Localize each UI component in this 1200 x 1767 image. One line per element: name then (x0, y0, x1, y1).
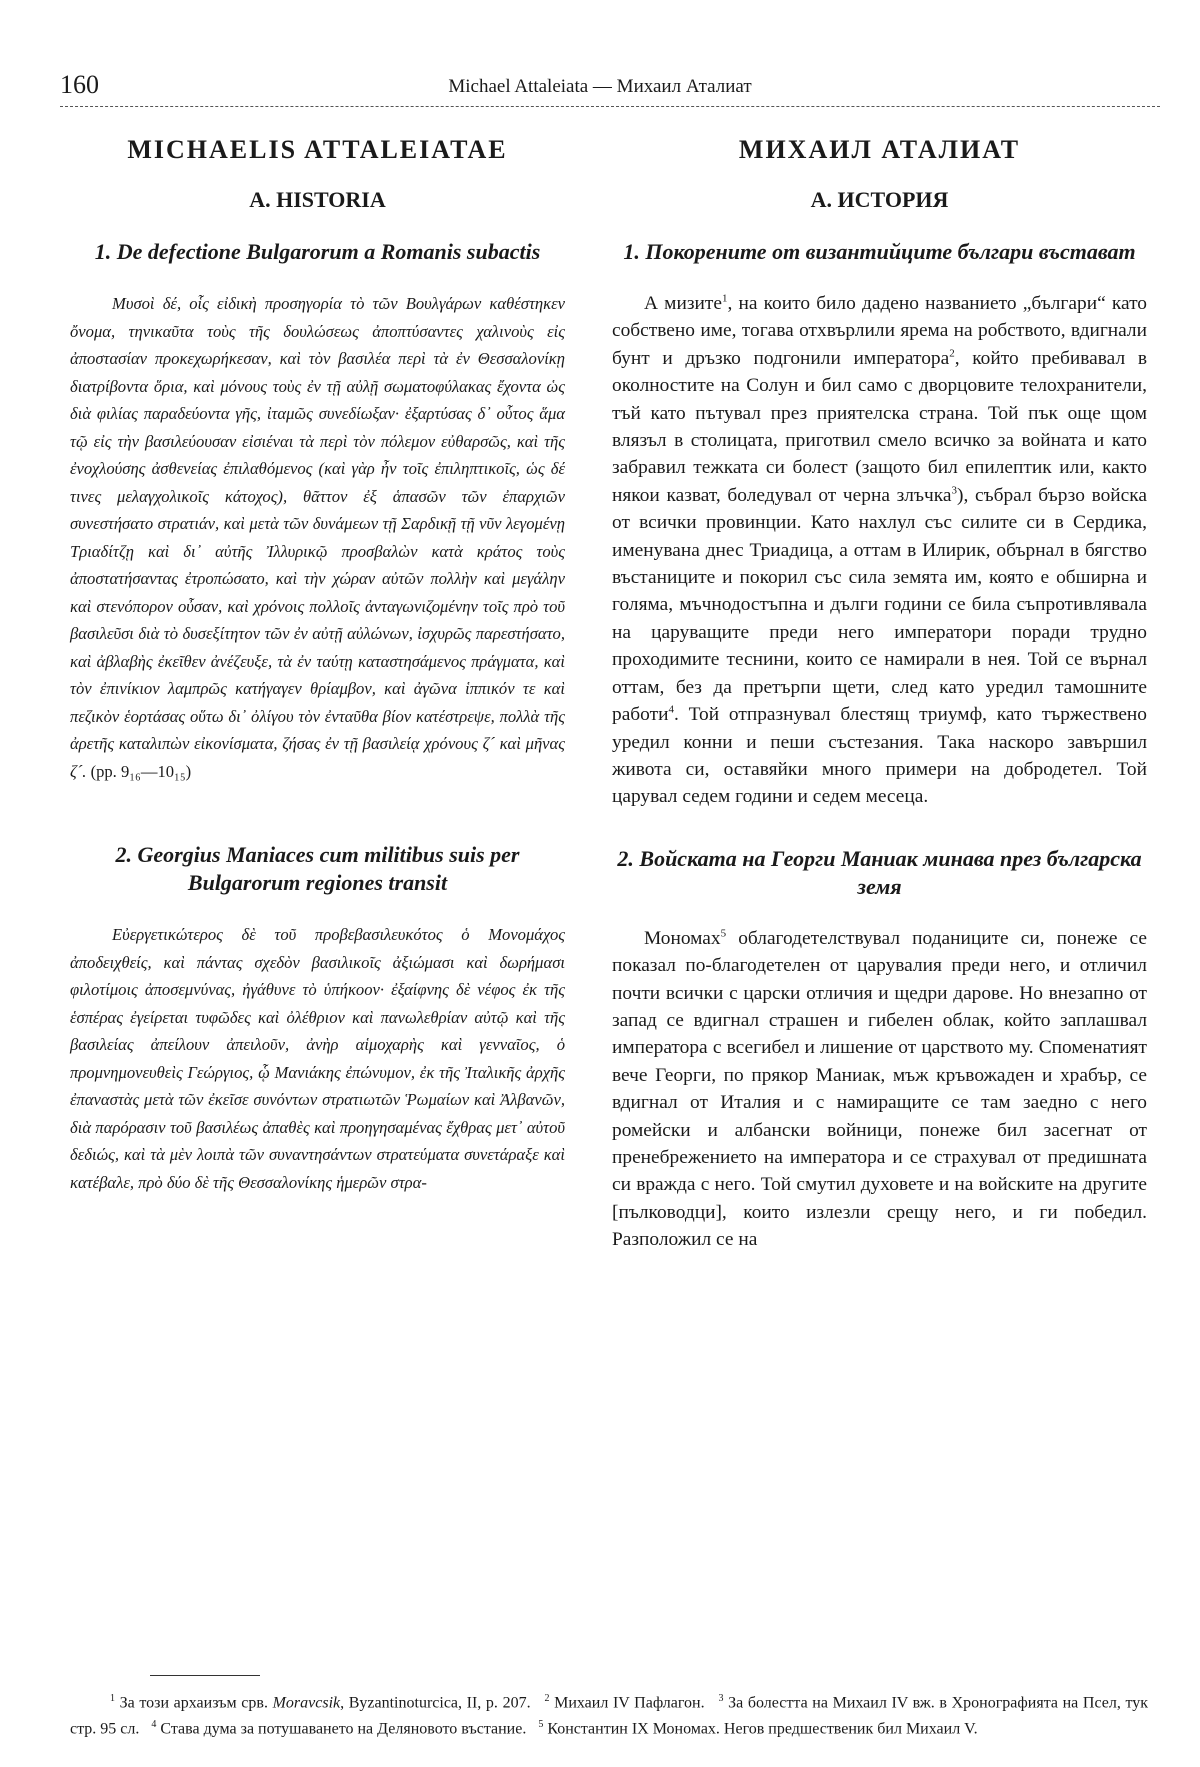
spacer (612, 811, 1147, 845)
bulgarian-chapter1-text (612, 290, 1147, 811)
footnote-3: За болестта на Михаил IV вж. в Хронографията на Псел, тук стр. 95 сл. (70, 1694, 1149, 1738)
footnote-number: 3 (718, 1693, 724, 1704)
footnote-ref-2: 2 (949, 347, 955, 360)
bulgarian-column (612, 130, 1147, 1254)
latin-section-title: A. HISTORIA (249, 187, 386, 212)
text-run: А мизите (644, 293, 722, 314)
footnote-4: Става дума за потушаването на Деляновото въстание. (156, 1720, 527, 1738)
greek-column (70, 130, 565, 1196)
footnotes (70, 1688, 1148, 1741)
text-run: , който пребивавал в околностите на Солун и бил само с дворцовите телохранители, тъй като пътувал през приятелска страна. Той пък още щом влязъл в столицата, приготвил смело всичко за войната и като забравил тежката си болест (защото бил епилептик или, както някои казват, боледувал от черна злъчка (612, 347, 1147, 506)
footnote-number: 2 (544, 1693, 550, 1704)
footnote-1: За този архаизъм срв. (115, 1694, 273, 1712)
footnote-5: Константин IX Мономах. Негов предшественик бил Михаил V. (543, 1720, 978, 1738)
text-run: Мономах (644, 927, 721, 949)
latin-chapter2-title: 2. Georgius Maniaces cum militibus suis per Bulgarorum regiones transit (115, 842, 520, 895)
footnote-ref-4: 4 (668, 703, 674, 716)
bulgarian-chapter1-title: 1. Покорените от византийците българи въстават (623, 239, 1136, 264)
page-number: 160 (60, 70, 99, 99)
running-head (0, 70, 1200, 110)
text-run: , на които било дадено названието „българи“ като собствено име, тогава отхвърлили ярема на робството, вдигнали бунт и дръзко подгонили императора (612, 293, 1147, 369)
text-run: . Той отпразнувал блестящ триумф, като тържествено уредил конни и пеши състезания. Така наскоро завършил живота си, оставяйки много примери на добродетел. Той царувал седем години и седем месеца. (612, 704, 1147, 808)
latin-author-title: MICHAELIS ATTALEIATAE (127, 135, 508, 164)
header-rule (60, 106, 1160, 107)
footnote-author: Moravcsik (272, 1694, 341, 1712)
bulgarian-author-title: МИХАИЛ АТАЛИАТ (738, 135, 1021, 164)
bulgarian-section-title: А. ИСТОРИЯ (810, 187, 949, 212)
bulgarian-chapter2-text (612, 925, 1147, 1254)
running-title: Michael Attaleiata — Михаил Аталиат (448, 76, 752, 97)
footnote-2: Михаил IV Пафлагон. (549, 1694, 705, 1712)
text-run: облагодетелствувал поданиците си, понеже се показал по-благодетелен от царувалия преди него, и отличил почти всички с царски отличия и щедри дарове. Но внезапно от запад се вдигнал страшен и гибелен облак, който заплашвал императора с всегибел и лишение от царството му. Споменатият вече Георги, по прякор Маниак, мъж кръвожаден и храбър, се вдигнал от Италия и с намиращите се там заедно с него ромейски и албански войници, понеже бил засегнат от пренебрежението на императора и се страхувал от предишната си вражда с него. Той смутил духовете и на войските на другите [пълководци], които излезли срещу него, и ги победил. Разположил се на (612, 927, 1147, 1251)
footnote-1-rest: , Byzantinoturcica, II, p. 207. (340, 1694, 531, 1712)
greek-chapter2-text: Εὐεργετικώτερος δὲ τοῦ προβεβασιλευκότος ὁ Μονομάχος ἀποδειχθείς, καὶ πάντας σχεδὸν βασιλικοῖς ἀξιώμασι καὶ δωρήμασι φιλοτίμοις ἀποσεμνύνας, ἠγάθυνε τὸ ὑπήκοον· ἐξαίφνης δὲ νέφος ἐκ τῆς ἑσπέρας ἐγείρεται τυφῶδες καὶ ὀλέθριον καὶ πανωλεθρίαν αὐτῷ καὶ τῆς βασιλείας ἀπείλουν ἀπειλοῦν, ἀνὴρ αἱμοχαρὴς καὶ γενναῖος, ὁ προμνημονευθεὶς Γεώργιος, ᾧ Μανιάκης ἐπώνυμον, ἐκ τῆς Ἰταλικῆς ἀρχῆς ἐπαναστὰς μετὰ τῶν ἐκεῖσε συνόντων στρατιωτῶν Ῥωμαίων καὶ Ἀλβανῶν, διὰ παρόρασιν τοῦ βασιλέως ἀπαθὲς καὶ προηγησαμένας ἔχθρας μετ᾽ αὐτοῦ δεδιώς, καὶ τὰ μὲν λοιπὰ τῶν συναντησάντων στρατεύματα συνετάραξε καὶ κατέβαλε, πρὸ δύο δὲ τῆς Θεσσαλονίκης ἡμερῶν στρα- (70, 925, 565, 1192)
text-run: ), събрал бързо войска от всички провинции. Като нахлул със силите си в Сердика, именувана днес Триадица, а оттам в Илирик, обърнал в бягство въстаниците и покорил със сила земята им, която е обширна и голяма, мъчнодостъпна и дълги години се била съпротивлявала на царуващите преди него императори поради трудно проходимите теснини, които се намирали в нея. Той се върнал оттам, без да претърпи щети, след като уредил тамошните работи (612, 484, 1147, 726)
spacer (70, 785, 565, 841)
bulgarian-chapter2-title: 2. Войската на Георги Маниак минава през българска земя (617, 845, 1142, 899)
footnote-number: 4 (151, 1719, 157, 1731)
page-citation: (pp. 9₁₆—10₁₅) (90, 761, 192, 781)
footnote-number: 1 (110, 1693, 115, 1704)
footnote-number: 5 (538, 1719, 544, 1731)
footnote-ref-5: 5 (720, 927, 727, 940)
footnote-ref-1: 1 (721, 292, 728, 305)
greek-chapter1-body: Μυσοὶ δέ, οἷς εἰδικὴ προσηγορία τὸ τῶν Βουλγάρων καθέστηκεν ὄνομα, τηνικαῦτα τοὺς τῆς δουλώσεως ἀποπτύσαντες χαλινοὺς εἰς ἀποστασίαν προκεχωρήκεσαν, καὶ τὸν βασιλέα περὶ τὰ ἐν Θεσσαλονίκῃ διατρίβοντα ὅρια, καὶ μόνους τοὺς ἐν τῇ αὐλῇ σωματοφύλακας ἔχοντα ὡς διὰ φιλίας παραδεύοντα γῆς, ἰταμῶς συνεδίωξαν· ἐξαρτύσας δ᾽ οὗτος ἅμα τῷ εἰς τὴν βασιλεύουσαν εἰσιέναι τὰ περὶ τὸν πόλεμον εὐθαρσῶς, καὶ τῆς ἐνοχλούσης ἀσθενείας ἐπιλαθόμενος (καὶ γὰρ ἦν τοῖς ἐπιληπτικοῖς, ὡς δέ τινες μελαγχολικοῖς κάτοχος), θᾶττον ἐξ ἁπασῶν τῶν ἐπαρχιῶν συνεστήσατο στρατιάν, καὶ μετὰ τῶν δυνάμεων τῇ Σαρδικῇ τῇ νῦν λεγομένῃ Τριαδίτζῃ καὶ δι᾽ αὐτῆς Ἰλλυρικῷ προσβαλὼν κατὰ κράτος τοὺς ἀποστατήσαντας ἐτροπώσατο, καὶ τὴν χώραν αὐτῶν πολλὴν καὶ μεγάλην καὶ στενόπορον οὖσαν, καὶ χρόνοις πολλοῖς ἀνταγωνιζομένην τοῖς πρὸ τοῦ βασιλεῦσι διὰ τὸ δυσεξίτητον τῶν ἐν αὐτῇ αὐλώνων, ἰσχυρῶς παρεστήσατο, καὶ ἀβλαβὴς ἐκεῖθεν ἀνέζευξε, τὰ ἐν ταύτῃ καταστησάμενος πράγματα, καὶ τὸν ἐπινίκιον λαμπρῶς κατήγαγεν θρίαμβον, καὶ ἀγῶνα ἱππικόν τε καὶ πεζικὸν ἑορτάσας οὕτω δι᾽ ὀλίγου τὸν ἐνταῦθα βίον κατέστρεψε, πολλὰ τῆς ἀρετῆς καταλιπὼν εἰκονίσματα, ζήσας ἐν τῇ βασιλείᾳ χρόνους ζ´ καὶ μῆνας ζ´. (70, 294, 565, 781)
latin-chapter1-title: 1. De defectione Bulgarorum a Romanis subactis (94, 239, 541, 264)
greek-chapter1-text (70, 290, 565, 785)
footnote-rule (150, 1675, 260, 1676)
footnote-ref-3: 3 (951, 484, 957, 497)
